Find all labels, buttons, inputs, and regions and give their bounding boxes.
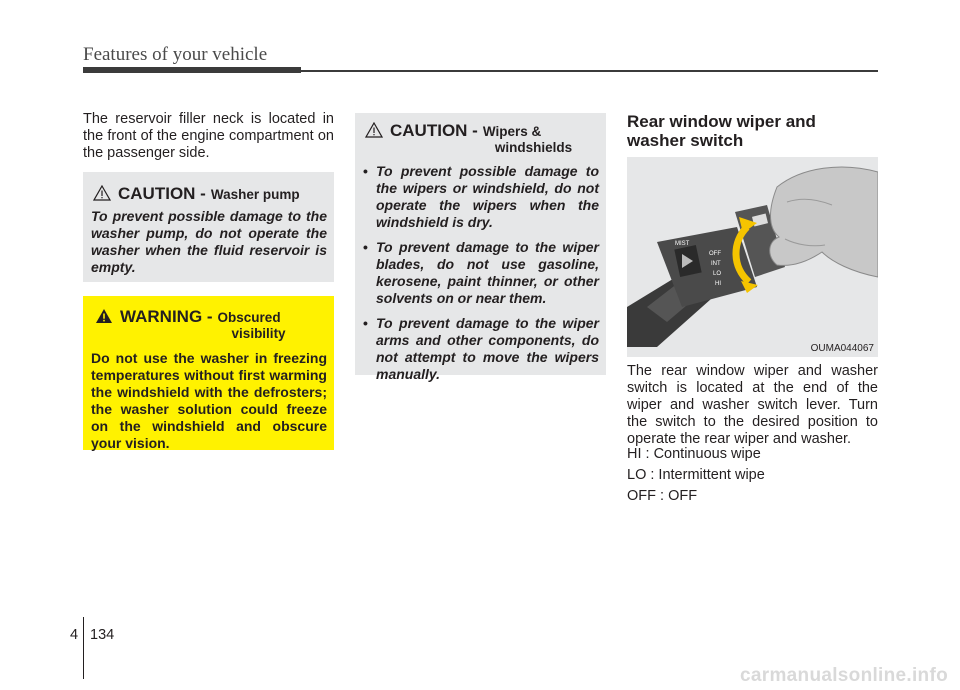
fig-label-mist: MIST: [675, 241, 690, 247]
caution-wipers-subject-line2: windshields: [494, 140, 573, 155]
figure-code: OUMA044067: [810, 343, 874, 354]
caution-washer-heading: [93, 184, 300, 204]
fig-label-off: OFF: [709, 251, 721, 257]
caution-subject: Washer pump: [210, 187, 300, 202]
wiper-switch-figure: [627, 157, 878, 357]
caution-wipers-heading: [365, 121, 572, 156]
page-number: 134: [90, 627, 115, 643]
rear-wiper-section-title: Rear window wiper and washer switch: [627, 112, 816, 150]
section-number: 4: [70, 627, 79, 643]
fig-label-hi: HI: [715, 281, 721, 287]
caution-washer-body: To prevent possible damage to the washer pump, do not operate the washer when the fluid reservoir is empty.: [91, 208, 327, 275]
footer-rule: [83, 617, 84, 679]
page-header-title: Features of your vehicle: [83, 44, 268, 65]
warning-triangle-icon: [95, 308, 113, 324]
warning-heading: [95, 307, 286, 342]
rear-wiper-description-text: The rear window wiper and washer switch is located at the end of the wiper and washer switch lever. Turn the switch to the desired position to operate the rear wiper and washer.: [627, 363, 878, 447]
caution-wipers-item: • To prevent possible damage to the wipers or windshield, do not operate the wipers when the windshield is dry.: [363, 163, 599, 230]
intro-paragraph: [83, 111, 334, 162]
caution-wipers-subject: [483, 124, 572, 156]
fig-label-lo: LO: [713, 271, 722, 277]
warning-body: Do not use the washer in freezing temperatures without first warming the windshield with the defrosters; the washer solution could freeze on the windshield and obscure your vision.: [91, 350, 327, 451]
caution-triangle-icon: [93, 185, 111, 201]
caution-triangle-icon: [365, 122, 383, 138]
warning-subject: [218, 310, 286, 342]
rear-wiper-description: [627, 363, 878, 448]
intro-text: The reservoir filler neck is located in the front of the engine compartment on the passenger side.: [83, 111, 334, 161]
fig-label-int: INT: [711, 261, 721, 267]
warning-subject-line1: Obscured: [217, 310, 281, 325]
caution-word: CAUTION -: [118, 184, 206, 203]
caution-wipers-item: • To prevent damage to the wiper arms and other components, do not attempt to move the wipers manually.: [363, 315, 599, 382]
caution-wipers-item: • To prevent damage to the wiper blades, do not use gasoline, kerosene, paint thinner, or other solvents on or near them.: [363, 239, 599, 306]
caution-washer-pump-box: [83, 172, 334, 282]
caution-word: CAUTION -: [390, 121, 478, 140]
warning-word: WARNING -: [120, 307, 213, 326]
switch-position-lo: LO : Intermittent wipe: [627, 467, 765, 483]
header-accent-bar: [83, 67, 301, 73]
caution-wipers-subject-line1: Wipers &: [482, 124, 542, 139]
caution-wipers-box: [355, 113, 606, 382]
switch-position-off: OFF : OFF: [627, 488, 698, 504]
watermark: carmanualsonline.info: [740, 665, 948, 686]
warning-subject-line2: visibility: [231, 326, 286, 341]
switch-position-hi: HI : Continuous wipe: [627, 446, 761, 462]
wiper-switch-illustration: [627, 157, 878, 357]
caution-wipers-list: [363, 163, 599, 391]
warning-obscured-visibility-box: [83, 296, 334, 450]
